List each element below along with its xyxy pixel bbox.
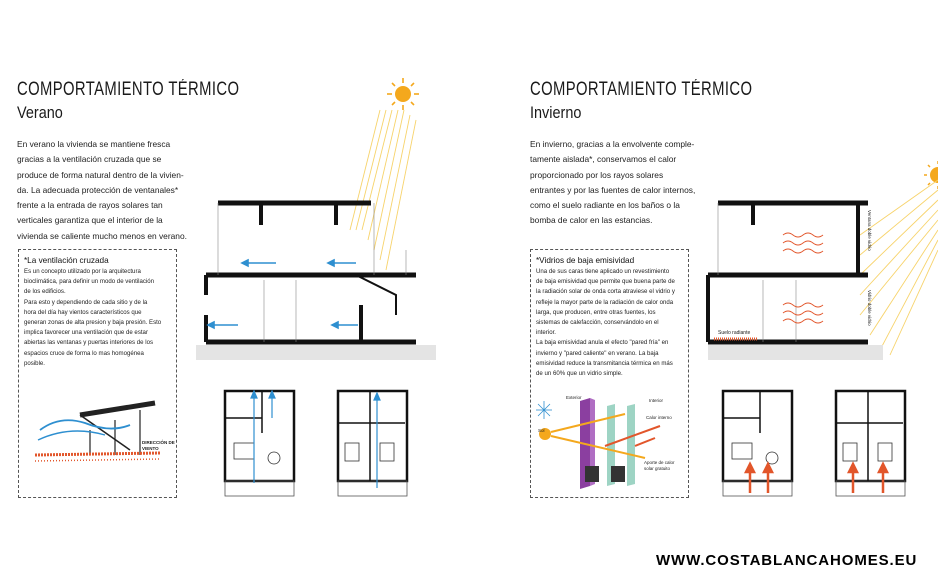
left-title: COMPORTAMIENTO TÉRMICO	[17, 79, 240, 100]
glass-note-text: Una de sus caras tiene aplicado un revestimiento de baja emisividad que permite que buena parte de la radiación solar de onda corta atraviese el vidrio y refleje la mayor parte de la radiación de calor onda larga, que producen, entre otras fuentes, los sistemas de calefacción, conservándolo en el interior. La baja emisividad anula el efecto "pared fría" en invierno y "pared caliente" en verano. La baja emisividad reduce la transmitancia térmica en más de un 60% que un vidrio simple.	[536, 268, 675, 378]
wind-label: DIRECCIÓN DE VIENTO	[142, 440, 175, 451]
glass-note-title: *Vidrios de baja emisividad	[536, 256, 635, 265]
left-body: En verano la vivienda se mantiene fresca gracias a la ventilación cruzada que se produce de forma natural dentro de la vivien- da. La adecuada protección de ventanales* frente a la entrada de rayos solares tan verticales garantiza que el interior de la vivienda se caliente mucho menos en verano.	[17, 139, 187, 241]
right-body: En invierno, gracias a la envolvente comple- tamente aislada*, conservamos el calor proporcionado por los rayos solares entrantes y por las fuentes de calor internos, como el suelo radiante en los baños o la bomba de calor en las estancias.	[530, 139, 696, 226]
wind-sketch	[30, 395, 170, 475]
ventilation-note-title: *La ventilación cruzada	[24, 256, 109, 265]
low-e-glass-diagram	[535, 396, 685, 492]
upper-glass-label: Ventana doble vidrio	[867, 210, 872, 251]
right-title: COMPORTAMIENTO TÉRMICO	[530, 79, 753, 100]
glass-label-exterior: Exterior	[566, 395, 582, 400]
ventilation-note-text: Es un concepto utilizado por la arquitectura bioclimática, para definir un modo de ventilación de los edificios. Para esto y dependiendo de cada sitio y de la hora del día hay vientos característicos que generan zonas de alta presion y baja presión. Esto implica favorecer una ventilación que de estar abiertas las ventanas y puertas interiores de los espacios cruce de forma lo mas homogénea posible.	[24, 268, 162, 367]
winter-section-drawing	[708, 195, 883, 365]
summer-plan-ground	[222, 388, 297, 500]
footer-url[interactable]: WWW.COSTABLANCAHOMES.EU	[656, 552, 918, 569]
glass-label-sol: Sol	[538, 428, 545, 433]
left-season: Verano	[17, 103, 63, 122]
lower-glass-label: Vidrio doble vidrio	[867, 290, 872, 326]
right-season: Invierno	[530, 103, 582, 122]
suelo-radiante-label: Suelo radiante	[718, 330, 751, 336]
winter-plan-upper	[833, 388, 908, 500]
summer-section-drawing	[196, 195, 436, 365]
glass-label-calor: Calor interno	[646, 415, 672, 420]
glass-label-aporte: Aporte de calor solar gratuito	[644, 460, 675, 471]
summer-plan-upper	[335, 388, 410, 500]
winter-plan-ground	[720, 388, 795, 500]
glass-label-interior: Interior	[649, 398, 664, 403]
